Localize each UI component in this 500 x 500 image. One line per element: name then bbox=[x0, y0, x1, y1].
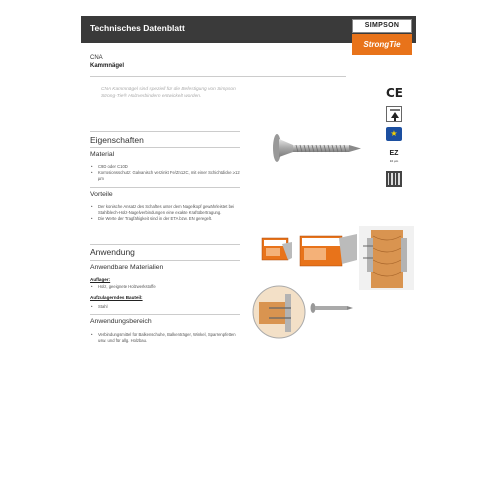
section-divider bbox=[90, 131, 240, 132]
material-list bbox=[90, 164, 240, 182]
simpson-strongtie-logo bbox=[352, 19, 412, 55]
bauteil-list bbox=[90, 304, 240, 310]
header-title: Technisches Datenblatt bbox=[90, 23, 185, 33]
subheading-material: Material bbox=[90, 151, 115, 158]
eta-certificate-icon bbox=[386, 106, 402, 122]
subheading-vorteile: Vorteile bbox=[90, 191, 113, 198]
ce-mark-icon: CE bbox=[386, 86, 404, 100]
subheading-anwendungsbereich: Anwendungsbereich bbox=[90, 318, 152, 325]
section-heading-anwendung: Anwendung bbox=[90, 247, 135, 257]
section-divider bbox=[90, 147, 240, 148]
auflager-label: Auflager: bbox=[90, 277, 111, 282]
header-divider bbox=[90, 76, 346, 77]
subheading-materialien: Anwendbare Materialien bbox=[90, 264, 164, 271]
nail-box-small-image bbox=[261, 234, 295, 266]
nail-box-large-image bbox=[299, 230, 359, 270]
list-item: • Korrosionsschutz: Galvanisch verzinkt Fe/Zn12C, mit einer Schichtdicke ≥12 µm bbox=[90, 170, 240, 182]
intro-text: CNA Kammnägel sind speziell für die Befestigung von Simpson Strong-Tie® Holzverbindern entwickelt worden. bbox=[101, 87, 236, 99]
ez-coating-icon bbox=[386, 149, 402, 165]
section-divider bbox=[90, 314, 240, 315]
eu-stars-icon: ★ bbox=[386, 127, 402, 141]
section-heading-eigenschaften: Eigenschaften bbox=[90, 135, 144, 145]
circular-detail-image bbox=[251, 284, 307, 340]
list-item: • Verbindungsmittel für Balkenschuhe, Balkenträger, Winkel, Sparrenpfetten usw. und für allg. Holzbau. bbox=[90, 332, 240, 344]
product-name: Kammnägel bbox=[90, 63, 125, 69]
vorteile-list bbox=[90, 204, 240, 222]
ez-label: EZ bbox=[389, 150, 399, 157]
bauteil-label: Aufzulagerndes Bauteil: bbox=[90, 295, 143, 300]
ez-thickness: 10 µm bbox=[389, 159, 399, 163]
list-item: • Holz, geeignete Holzwerkstoffe bbox=[90, 284, 240, 290]
datasheet-page bbox=[81, 16, 416, 484]
auflager-list bbox=[90, 284, 240, 290]
section-divider bbox=[90, 260, 240, 261]
list-item: • Der konische Ansatz des Schaftes unter dem Nagelkopf gewährleistet bei Stahlblech-Holz-Nagelverbindungen eine exakte Kraftübertragung. bbox=[90, 204, 240, 216]
section-divider bbox=[90, 187, 240, 188]
logo-top-text: SIMPSON bbox=[352, 19, 412, 33]
small-nail-image bbox=[309, 300, 355, 316]
logo-bottom-text: StrongTie bbox=[352, 34, 412, 55]
nail-illustration bbox=[269, 124, 369, 184]
list-item: • Die Werte der Tragfähigkeit sind in der ETA bzw. EN geregelt. bbox=[90, 216, 240, 222]
wood-connection-detail-image bbox=[359, 226, 414, 290]
section-divider bbox=[90, 244, 240, 245]
product-code: CNA bbox=[90, 55, 103, 61]
list-item: • C9D oder C10D bbox=[90, 164, 240, 170]
barcode-icon bbox=[386, 171, 402, 187]
list-item: • Stahl bbox=[90, 304, 240, 310]
anwendungsbereich-list bbox=[90, 332, 240, 344]
